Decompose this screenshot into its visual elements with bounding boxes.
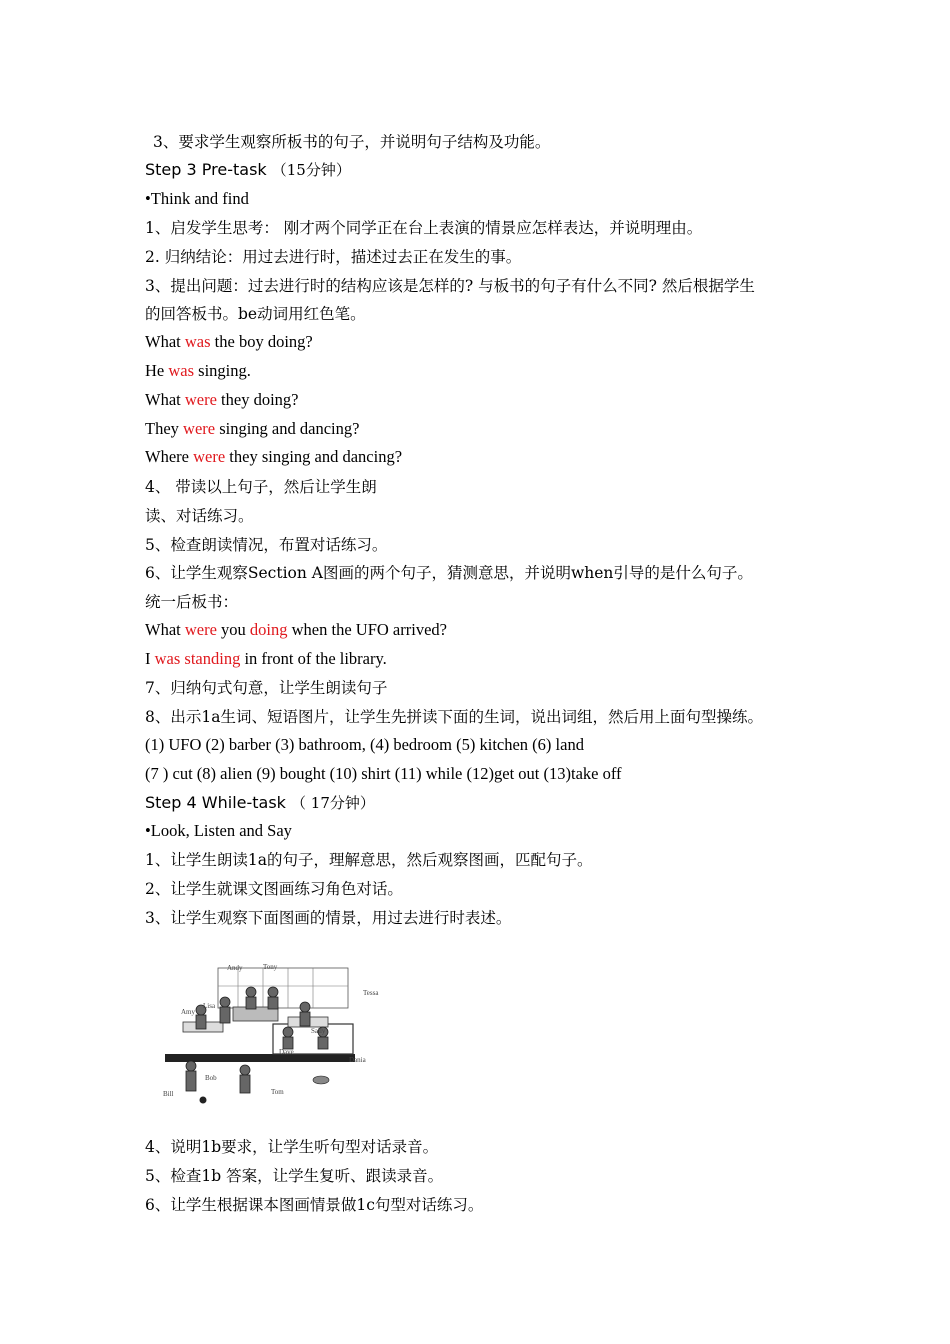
example-sentence-3: What were they doing? [145, 390, 299, 409]
classroom-scene-icon [163, 962, 385, 1110]
step-item-3: 3、要求学生观察所板书的句子，并说明句子结构及功能。 [153, 133, 551, 151]
label-tessa: Tessa [363, 989, 379, 997]
pretask-item-8: 8、出示1a生词、短语图片，让学生先拼读下面的生词，说出词组，然后用上面句型操练。 [145, 708, 763, 726]
label-lisa: Lisa [203, 1002, 216, 1010]
step4-duration: （ 17分钟） [291, 794, 375, 812]
pretask-item-7: 7、归纳句式句意，让学生朗读句子 [145, 679, 388, 697]
pretask-item-3: 3、提出问题：过去进行时的结构应该是怎样的? 与板书的句子有什么不同? 然后根据学生 [145, 277, 755, 295]
step3-title: Step 3 Pre-task [145, 160, 267, 179]
look-listen-say: •Look, Listen and Say [145, 821, 292, 840]
classroom-illustration [163, 962, 385, 1110]
step4-heading [145, 793, 375, 813]
label-tony: Tony [263, 963, 278, 971]
think-and-find: •Think and find [145, 189, 249, 208]
vocab-list-1: (1) UFO (2) barber (3) bathroom, (4) bedroom (5) kitchen (6) land [145, 735, 584, 754]
pretask-item-4-cont: 读、对话练习。 [145, 507, 254, 525]
label-bob: Bob [205, 1074, 217, 1082]
pretask-item-3-cont: 的回答板书。be动词用红色笔。 [145, 305, 366, 323]
whiletask-item-6: 6、让学生根据课本图画情景做1c句型对话练习。 [145, 1196, 484, 1214]
vocab-list-2: (7 ) cut (8) alien (9) bought (10) shirt (11) while (12)get out (13)take off [145, 764, 622, 783]
step3-duration: （15分钟） [271, 161, 351, 179]
label-amy: Amy [181, 1008, 195, 1016]
label-tom: Tom [271, 1088, 284, 1096]
whiletask-item-2: 2、让学生就课文图画练习角色对话。 [145, 880, 403, 898]
whiletask-item-5: 5、检查1b 答案，让学生复听、跟读录音。 [145, 1167, 444, 1185]
pretask-item-6: 6、让学生观察Section A图画的两个句子，猜测意思，并说明when引导的是什么句子。 [145, 564, 753, 582]
label-dave: Dave [279, 1048, 294, 1056]
whiletask-item-1: 1、让学生朗读1a的句子，理解意思，然后观察图画，匹配句子。 [145, 851, 593, 869]
label-sally: Sally [311, 1027, 326, 1035]
pretask-item-2: 2. 归纳结论：用过去进行时，描述过去正在发生的事。 [145, 248, 522, 266]
board-sentence-2: I was standing in front of the library. [145, 649, 387, 668]
board-sentence-1: What were you doing when the UFO arrived? [145, 620, 447, 639]
step3-heading [145, 160, 351, 180]
pretask-item-6-cont: 统一后板书： [145, 593, 239, 611]
pretask-item-1: 1、启发学生思考： 刚才两个同学正在台上表演的情景应怎样表达，并说明理由。 [145, 219, 703, 237]
example-sentence-2: He was singing. [145, 361, 251, 380]
example-sentence-4: They were singing and dancing? [145, 419, 360, 438]
example-sentence-1: What was the boy doing? [145, 332, 313, 351]
label-bill: Bill [163, 1090, 174, 1098]
whiletask-item-3: 3、让学生观察下面图画的情景，用过去进行时表述。 [145, 909, 512, 927]
pretask-item-5: 5、检查朗读情况，布置对话练习。 [145, 536, 388, 554]
pretask-item-4: 4、 带读以上句子，然后让学生朗 [145, 478, 377, 496]
whiletask-item-4: 4、说明1b要求，让学生听句型对话录音。 [145, 1138, 439, 1156]
label-dania: Dania [349, 1056, 366, 1064]
example-sentence-5: Where were they singing and dancing? [145, 447, 403, 466]
label-andy: Andy [227, 964, 243, 972]
step4-title: Step 4 While-task [145, 793, 286, 812]
